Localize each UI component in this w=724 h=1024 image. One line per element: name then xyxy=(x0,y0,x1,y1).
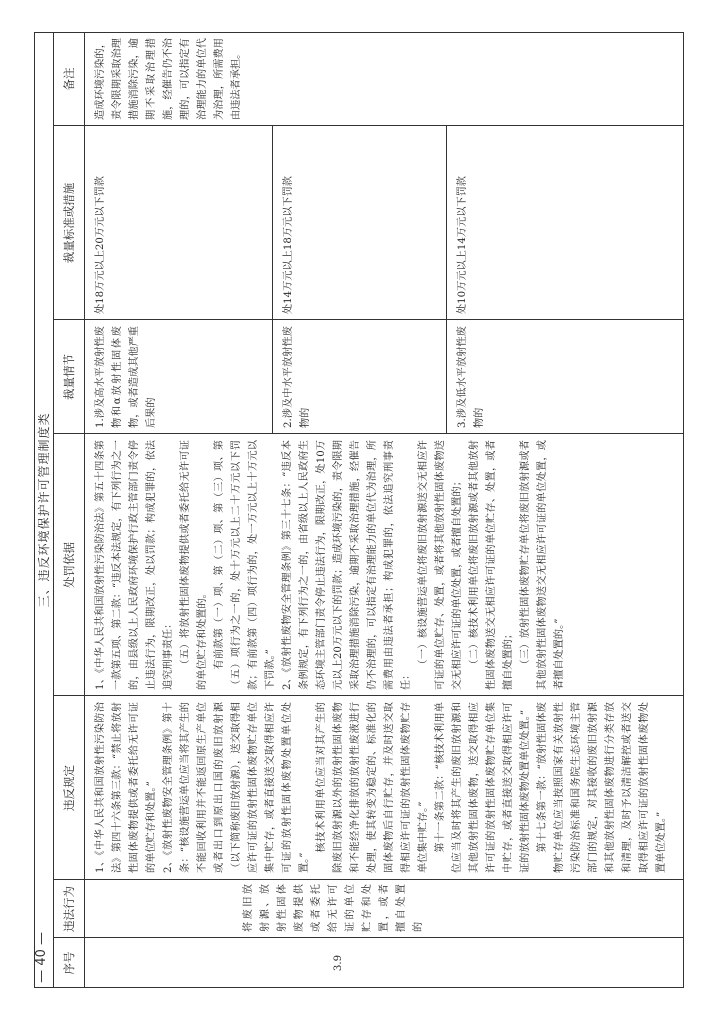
remark-text: 造成环境污染的，责令限期采取治理措施消除污染，逾期不采取治理措施，经催告仍不治理的，可以指定有治理能力的单位代为治理，所需费用由违法者承担。 xyxy=(95,38,242,120)
header-no: 序号 xyxy=(54,938,85,988)
column-divider xyxy=(54,879,684,880)
standard-level-2: 处14万元以上18万元以下罚款 xyxy=(283,176,294,314)
basis-paragraph: （五）将放射性固体废物提供或者委托给无许可证的单位贮存和处置的。 xyxy=(180,440,208,690)
violation-behavior: 将废旧放射源、放射性固体废物提供或者委托给无许可证的单位贮存和处置，或者擅自处置的 xyxy=(243,884,424,932)
column-divider xyxy=(54,433,684,434)
provision-paragraph: 第十一条第二款：“核技术利用单位应当及时将其产生的废旧放射源和其他放射性固体废物，送交取得相应许可证的放射性固体废物贮存单位集中贮存，或者直接送交取得相应许可证的放射性固体废物处置单位处置。” xyxy=(435,702,531,873)
column-divider xyxy=(54,937,684,938)
table-title: 三、违反环境保护许可管理制度类 xyxy=(34,32,54,988)
header-remark: 备注 xyxy=(54,32,85,126)
header-behavior: 违法行为 xyxy=(54,880,85,938)
column-divider xyxy=(54,125,684,126)
provision-paragraph: 第十七条第一款：“放射性固体废物贮存单位应当按照国家有关放射性污染防治标准和国务院生态环境主管部门的规定，对其接收的废旧放射源和其他放射性固体废物进行分类存放和清理，及时予以清洁解控或者送交取得相应许可证的放射性固体废物处置单位处置。” xyxy=(537,702,667,873)
basis-paragraph: （三）放射性固体废物贮存单位将废旧放射源或者其他放射性固体废物送交无相应许可证的单位处置，或者擅自处置的。” xyxy=(520,440,565,690)
penalty-basis xyxy=(92,440,568,690)
basis-paragraph: 1、《中华人民共和国放射性污染防治法》第五十四条第一款第五项、第二款：“违反本法规定，有下列行为之一的，由县级以上人民政府环境保护行政主管部门责令停止违法行为，限期改正，处以罚款；构成犯罪的，依法追究刑事责任： xyxy=(95,440,174,690)
basis-paragraph: （二）核技术利用单位将废旧放射源或者其他放射性固体废物送交无相应许可证的单位贮存、处置，或者擅自处置的； xyxy=(469,440,514,690)
row-number: 3.9 xyxy=(333,954,344,972)
row-divider xyxy=(272,126,273,434)
violated-provisions xyxy=(92,702,670,873)
circumstance-level-1: 1.涉及高水平放射性废物和α放射性固体废物，或者造成其他严重后果的 xyxy=(95,326,157,428)
basis-paragraph: 有前款第（一）项、第（二）项、第（三）项、第（五）项行为之一的，处十万元以上二十万元以下罚款；有前款第（四）项行为的，处一万元以上十万元以下罚款。” xyxy=(214,440,276,690)
standard-level-3: 处10万元以上14万元以下罚款 xyxy=(457,176,468,314)
standard-level-1: 处18万元以上20万元以下罚款 xyxy=(95,176,106,314)
provision-paragraph: 2、《放射性废物安全管理条例》第十条：“核设施营运单位应当将其产生的不能回收利用并不能返回原生产单位或者出口到原出口国的废旧放射源（以下简称废旧放射源），送交取得相应许可证的放射性固体废物贮存单位集中贮存，或者直接送交取得相应许可证的放射性固体废物处置单位处置。” xyxy=(163,702,310,873)
provision-paragraph: 1、《中华人民共和国放射性污染防治法》第四十六条第三款：“禁止将放射性固体废物提供或者委托给无许可证的单位贮存和处置。” xyxy=(95,702,157,873)
circumstance-level-3: 3.涉及低水平放射性废物的 xyxy=(457,326,485,428)
row-divider xyxy=(446,126,447,434)
basis-paragraph: 2、《放射性废物安全管理条例》第三十七条：“违反本条例规定，有下列行为之一的，由省级以上人民政府生态环境主管部门责令停止违法行为，限期改正，处10万元以上20万元以下的罚款；造成环境污染的，责令限期采取治理措施消除污染，逾期不采取治理措施，经催告仍不治理的，可以指定有治理能力的单位代为治理，所需费用由违法者承担；构成犯罪的，依法追究刑事责任： xyxy=(282,440,412,690)
header-provision: 违反规定 xyxy=(54,696,85,880)
page-number: — 40 — xyxy=(34,932,49,983)
header-standard: 裁量标准或措施 xyxy=(54,126,85,320)
provision-paragraph: 核技术利用单位应当对其产生的除废旧放射源以外的放射性固体废物和不能经净化排放的放射性废液进行处理，使其转变为稳定的、标准化的固体废物后自行贮存，并及时送交取得相应许可证的放射性固体废物贮存单位集中贮存。” xyxy=(316,702,429,873)
basis-paragraph: （一）核设施营运单位将废旧放射源送交无相应许可证的单位贮存、处置，或者将其他放射性固体废物送交无相应许可证的单位处置，或者擅自处置的； xyxy=(418,440,463,690)
circumstance-level-2: 2.涉及中水平放射性废物的 xyxy=(283,326,311,428)
column-divider xyxy=(54,695,684,696)
header-basis: 处罚依据 xyxy=(54,434,85,696)
header-circumstance: 裁量情节 xyxy=(54,320,85,434)
column-divider xyxy=(54,319,684,320)
